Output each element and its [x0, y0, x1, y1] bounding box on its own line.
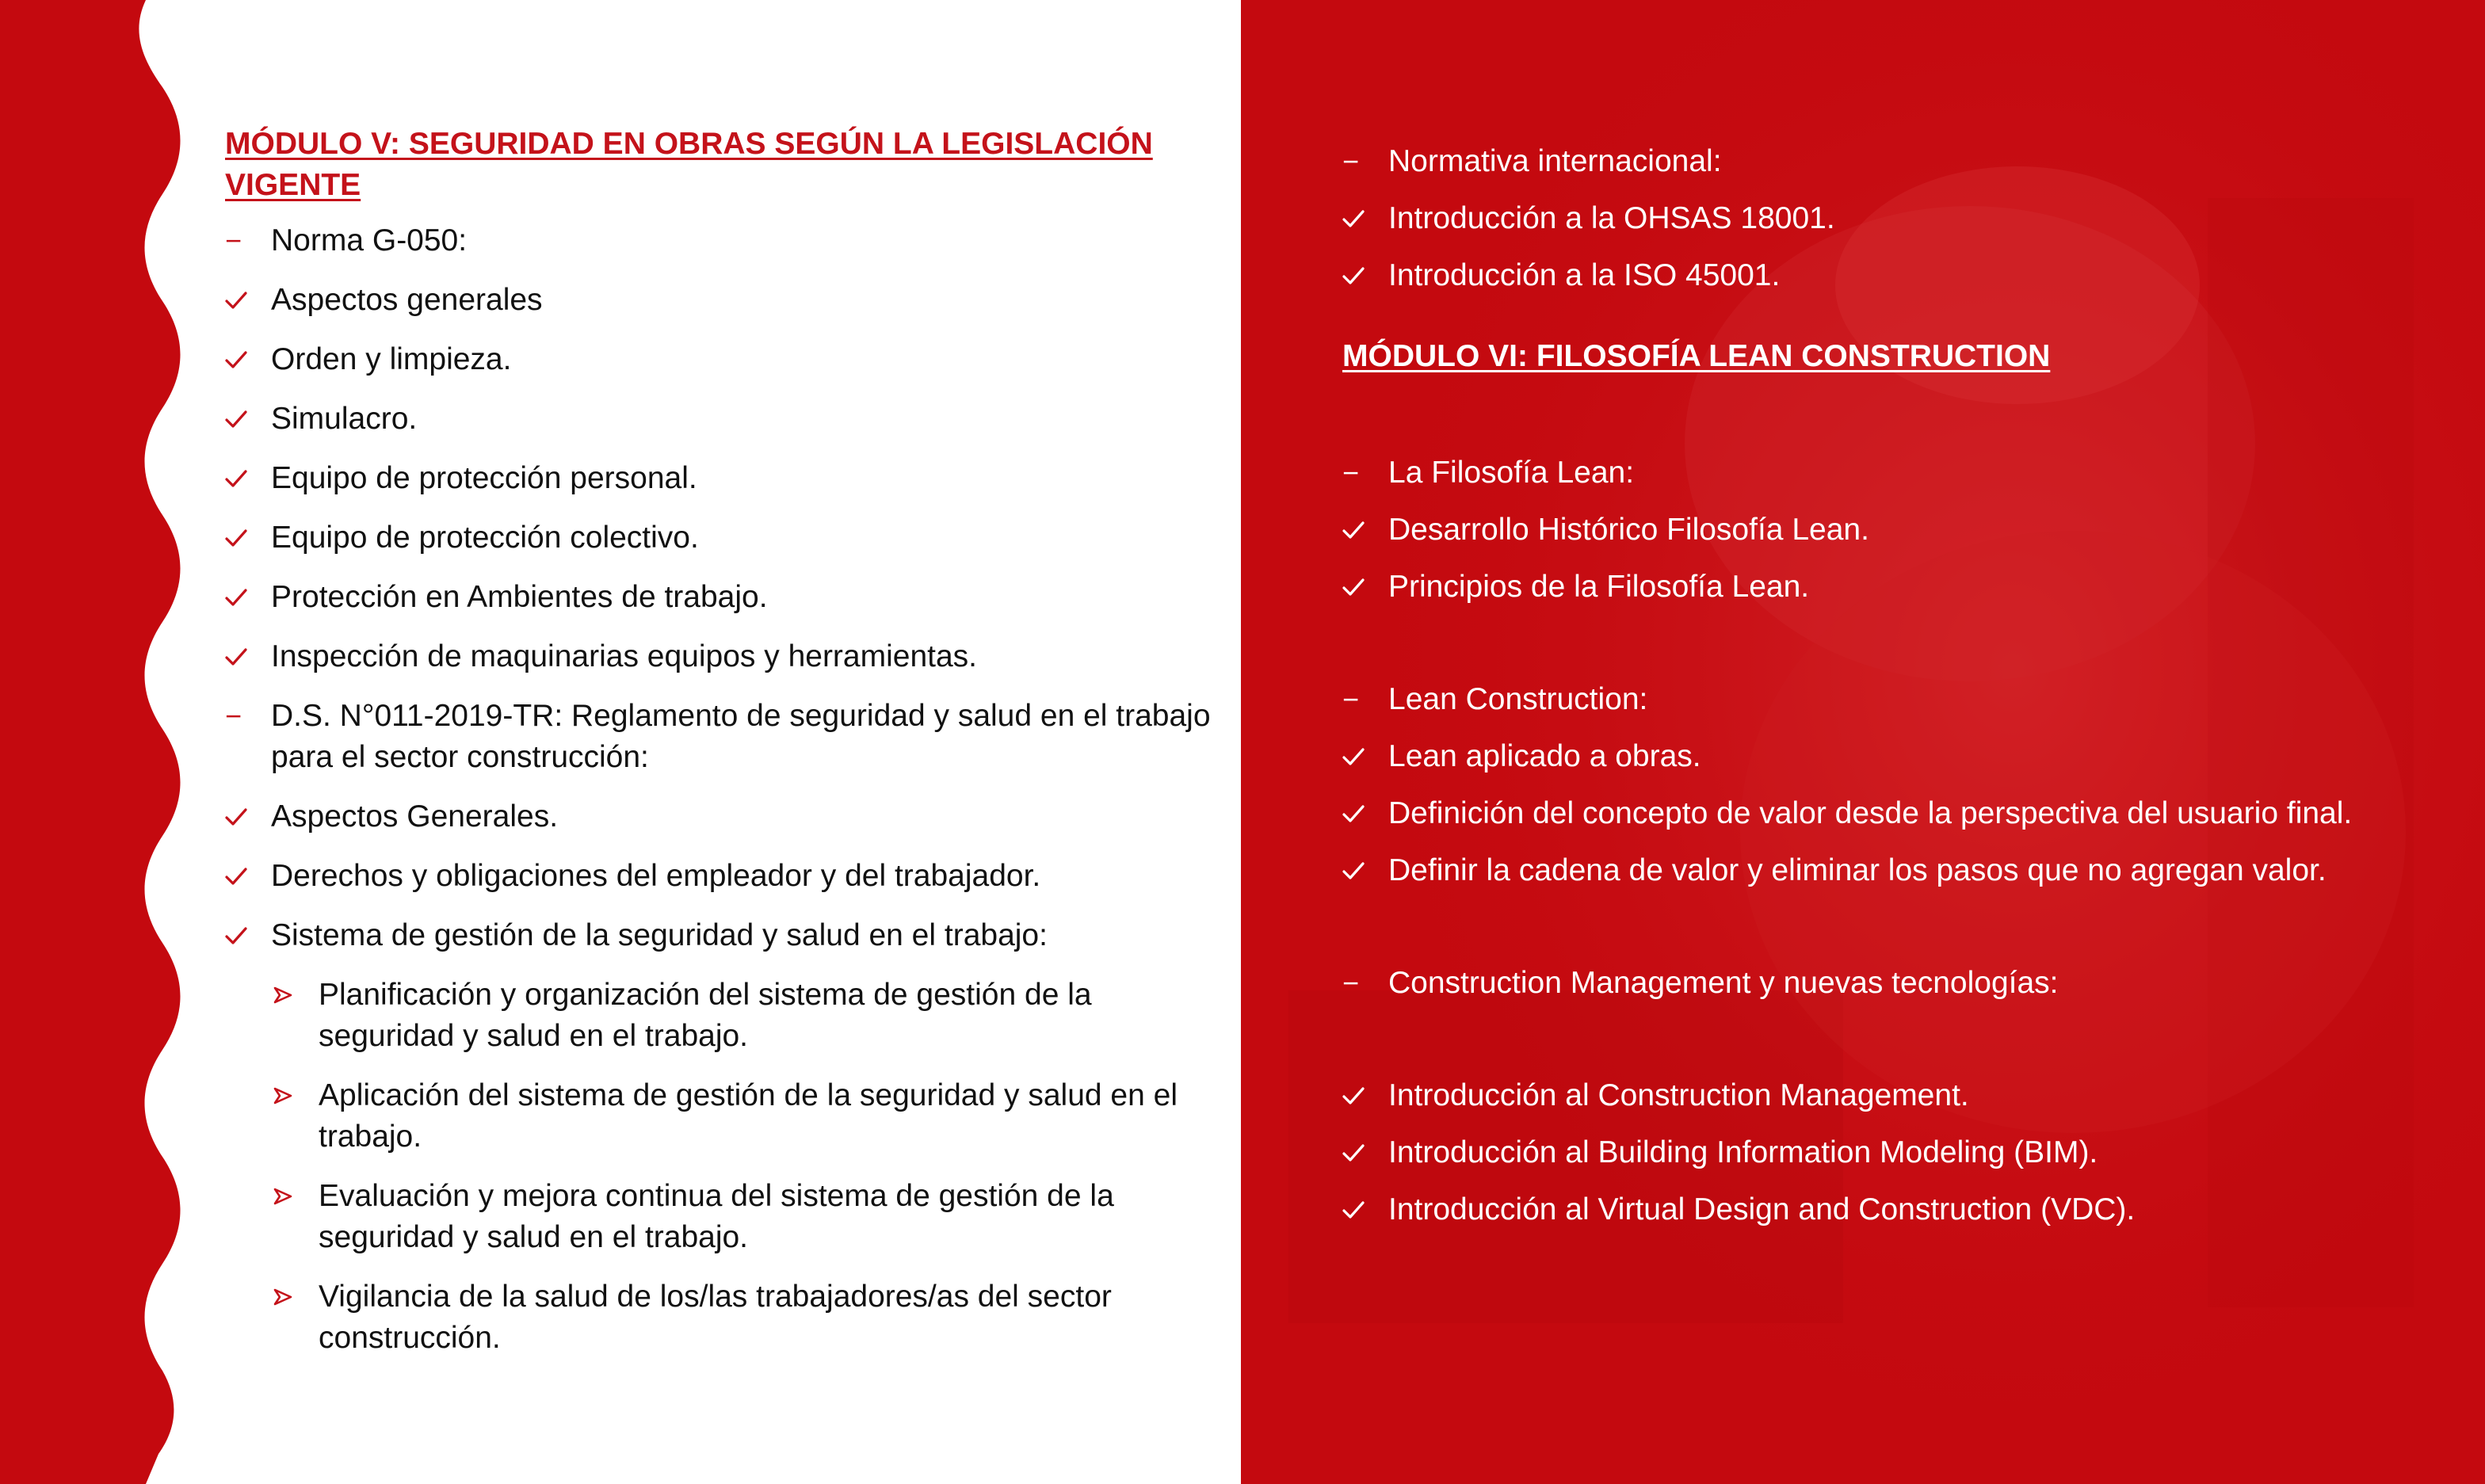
list-item [1342, 793, 2365, 834]
list-item [1342, 452, 2365, 494]
arrowhead-bullet-icon [273, 1176, 304, 1217]
list-item-text: Equipo de protección colectivo. [271, 521, 699, 555]
list-item-text: Construction Management y nuevas tecnologías: [1388, 966, 2059, 1000]
checkmark-icon [225, 915, 257, 956]
list-item-text: Aspectos generales [271, 283, 543, 317]
list-item-text: Aspectos Generales. [271, 799, 559, 834]
list-item-text: Norma G-050: [271, 223, 468, 258]
module-v-list [225, 220, 1225, 1359]
checkmark-icon [225, 796, 257, 837]
checkmark-icon [1342, 567, 1374, 608]
module-vi-heading: MÓDULO VI: FILOSOFÍA LEAN CONSTRUCTION [1342, 339, 2051, 373]
list-item-text: D.S. N°011-2019-TR: Reglamento de seguridad y salud en el trabajo para el sector construcción: [271, 699, 1211, 774]
list-item [225, 636, 1225, 677]
checkmark-icon [1342, 255, 1374, 296]
list-item-text: Introducción al Construction Management. [1388, 1078, 1969, 1112]
checkmark-icon [225, 517, 257, 559]
list-item-text: Lean Construction: [1388, 682, 1648, 716]
module-v-heading: MÓDULO V: SEGURIDAD EN OBRAS SEGÚN LA LEGISLACIÓN VIGENTE [225, 127, 1153, 202]
module-v-section [225, 124, 1225, 1377]
list-item-text: Principios de la Filosofía Lean. [1388, 570, 1810, 604]
list-item-text: Sistema de gestión de la seguridad y salud en el trabajo: [271, 918, 1048, 952]
list-item [225, 517, 1225, 559]
list-item [1342, 1132, 2365, 1173]
list-item [1342, 736, 2365, 777]
list-item-text: Definir la cadena de valor y eliminar los pasos que no agregan valor. [1388, 853, 2327, 887]
sub-list-item [225, 1075, 1225, 1158]
checkmark-icon [225, 399, 257, 440]
international-norms-list [1342, 141, 2365, 296]
list-item [225, 856, 1225, 897]
wavy-red-border [0, 0, 190, 1484]
list-item-text: La Filosofía Lean: [1388, 456, 1635, 490]
module-vi-list [1342, 452, 2365, 1230]
list-item [1342, 963, 2365, 1004]
list-item [225, 399, 1225, 440]
dash-bullet-icon: − [225, 700, 242, 732]
checkmark-icon [1342, 1132, 1374, 1173]
list-item-text: Definición del concepto de valor desde la perspectiva del usuario final. [1388, 796, 2353, 830]
checkmark-icon [1342, 736, 1374, 777]
checkmark-icon [225, 636, 257, 677]
list-item-text: Aplicación del sistema de gestión de la seguridad y salud en el trabajo. [319, 1078, 1178, 1154]
arrowhead-bullet-icon [273, 975, 304, 1016]
list-item-text: Introducción al Building Information Modeling (BIM). [1388, 1135, 2098, 1169]
list-item [225, 577, 1225, 618]
list-item-text: Protección en Ambientes de trabajo. [271, 580, 768, 614]
list-item [225, 458, 1225, 499]
checkmark-icon [225, 577, 257, 618]
dash-bullet-icon: − [1342, 456, 1360, 489]
list-item [1342, 679, 2365, 720]
list-item-text: Derechos y obligaciones del empleador y del trabajador. [271, 859, 1041, 893]
dash-bullet-icon: − [1342, 683, 1360, 715]
list-item [225, 796, 1225, 837]
list-item-text: Planificación y organización del sistema de gestión de la seguridad y salud en el trabajo. [319, 978, 1092, 1053]
checkmark-icon [225, 856, 257, 897]
arrowhead-bullet-icon [273, 1075, 304, 1116]
list-item-text: Evaluación y mejora continua del sistema de gestión de la seguridad y salud en el trabajo. [319, 1179, 1114, 1254]
list-item [1342, 509, 2365, 551]
sub-list-item [225, 1276, 1225, 1359]
checkmark-icon [225, 458, 257, 499]
checkmark-icon [1342, 1075, 1374, 1116]
list-item [225, 696, 1225, 778]
checkmark-icon [1342, 1189, 1374, 1230]
list-item [1342, 141, 2365, 182]
checkmark-icon [1342, 509, 1374, 551]
checkmark-icon [1342, 793, 1374, 834]
list-item [225, 339, 1225, 380]
list-item-text: Simulacro. [271, 402, 418, 436]
list-item-text: Introducción al Virtual Design and Construction (VDC). [1388, 1192, 2136, 1226]
list-item-text: Desarrollo Histórico Filosofía Lean. [1388, 513, 1869, 547]
list-item [225, 220, 1225, 261]
arrowhead-bullet-icon [273, 1276, 304, 1318]
checkmark-icon [1342, 198, 1374, 239]
list-item-text: Orden y limpieza. [271, 342, 512, 376]
list-item [1342, 567, 2365, 608]
list-item [1342, 198, 2365, 239]
dash-bullet-icon: − [1342, 967, 1360, 999]
checkmark-icon [1342, 850, 1374, 891]
list-item-text: Equipo de protección personal. [271, 461, 697, 495]
list-item [1342, 1189, 2365, 1230]
list-item-text: Vigilancia de la salud de los/las trabajadores/as del sector construcción. [319, 1280, 1112, 1355]
checkmark-icon [225, 280, 257, 321]
list-item-text: Normativa internacional: [1388, 144, 1722, 178]
module-vi-section [1342, 141, 2365, 1246]
list-item [225, 280, 1225, 321]
sub-list-item [225, 975, 1225, 1057]
list-item-text: Inspección de maquinarias equipos y herramientas. [271, 639, 978, 673]
list-item-text: Introducción a la ISO 45001. [1388, 258, 1781, 292]
sub-list-item [225, 1176, 1225, 1258]
dash-bullet-icon: − [225, 224, 242, 257]
list-item [1342, 255, 2365, 296]
dash-bullet-icon: − [1342, 145, 1360, 177]
list-item [1342, 1075, 2365, 1116]
checkmark-icon [225, 339, 257, 380]
list-item-text: Introducción a la OHSAS 18001. [1388, 201, 1835, 235]
list-item-text: Lean aplicado a obras. [1388, 739, 1701, 773]
list-item [225, 915, 1225, 956]
list-item [1342, 850, 2365, 891]
